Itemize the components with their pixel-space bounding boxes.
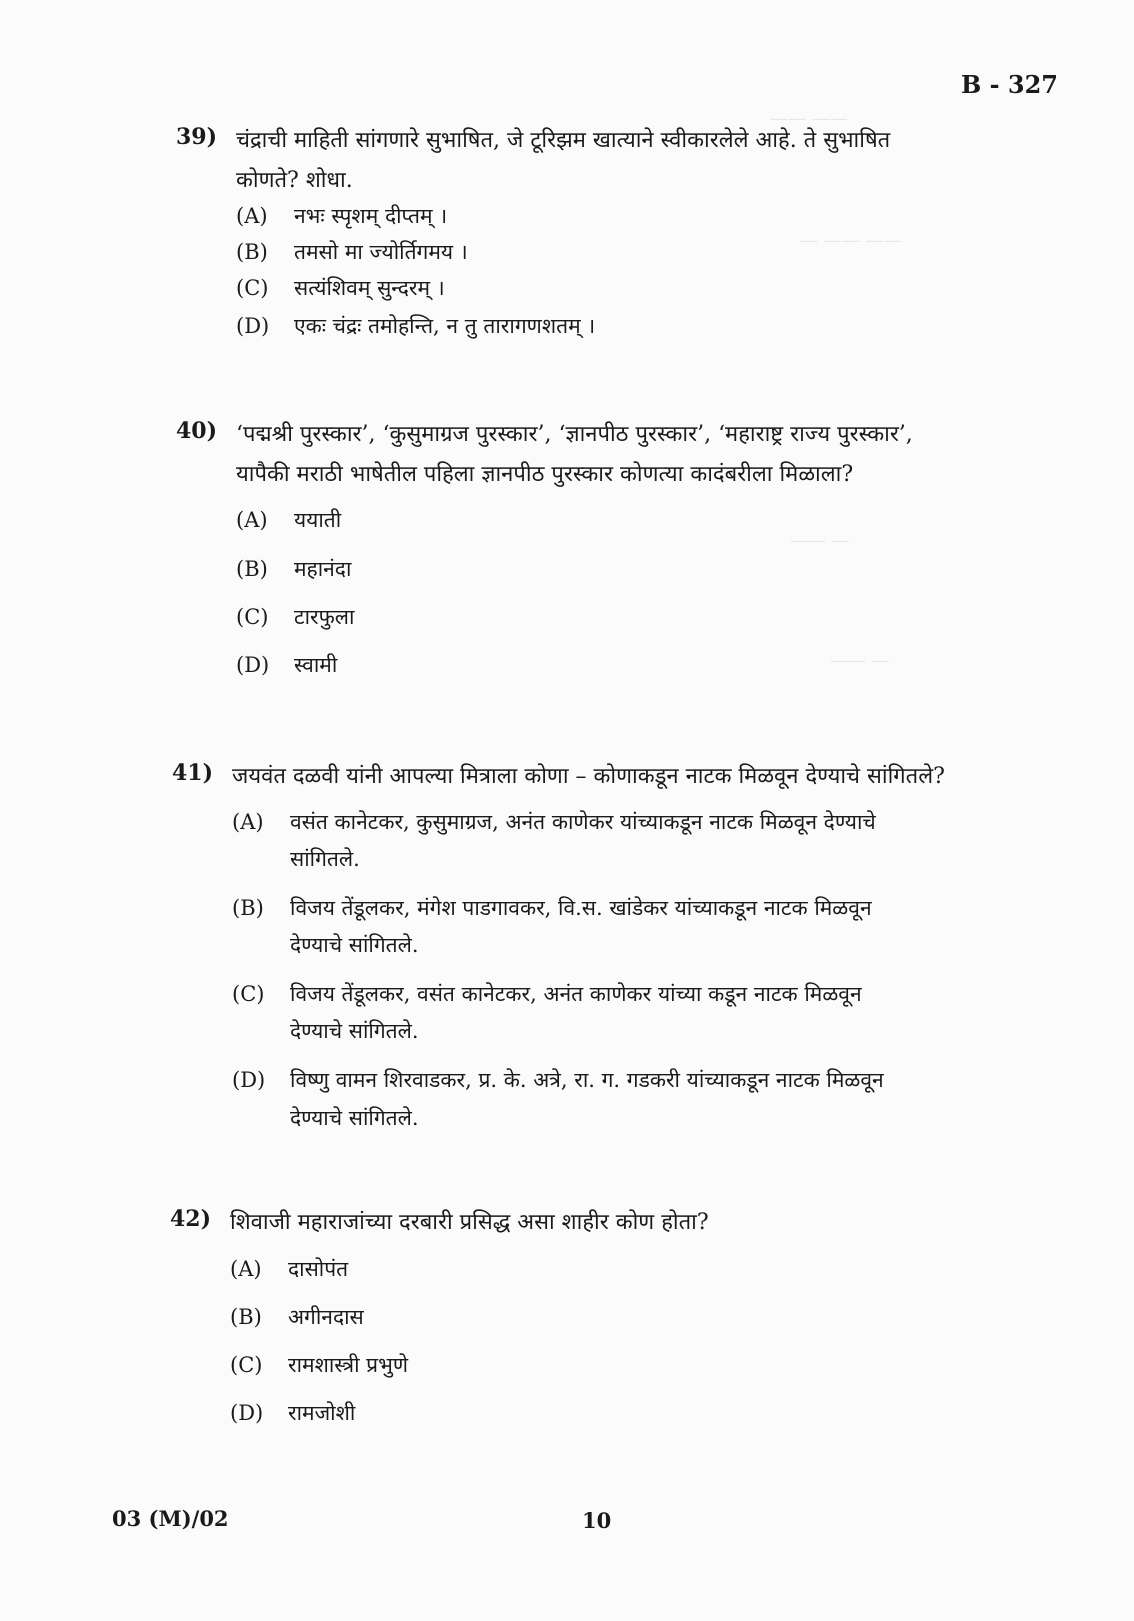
question-number: 42) [170, 1206, 212, 1232]
option-c [230, 1351, 408, 1379]
option-text: महानंदा [294, 557, 352, 581]
option-b [236, 238, 468, 266]
option-text: रामशास्त्री प्रभुणे [288, 1353, 409, 1377]
option-text: ययाती [294, 508, 342, 532]
option-label: (A) [232, 810, 264, 834]
footer-code: 03 (M)/02 [112, 1506, 229, 1531]
option-label: (C) [230, 1353, 263, 1377]
option-label: (C) [232, 982, 265, 1006]
question-text-line: चंद्राची माहिती सांगणारे सुभाषित, जे टूरिझम खात्याने स्वीकारलेले आहे. ते सुभाषित [236, 128, 891, 153]
option-text: दासोपंत [288, 1257, 349, 1281]
option-a [230, 1255, 348, 1283]
page-number: 10 [582, 1508, 612, 1533]
option-d [236, 651, 337, 679]
question-number: 41) [172, 760, 214, 786]
option-a [236, 202, 447, 230]
option-text: अगीनदास [288, 1305, 364, 1329]
option-label: (C) [236, 605, 269, 629]
option-a [236, 506, 341, 534]
option-label: (B) [236, 240, 268, 264]
option-c-continuation: देण्याचे सांगितले. [290, 1019, 419, 1043]
option-label: (D) [236, 653, 270, 677]
question-number: 40) [176, 418, 218, 444]
option-text: एकः चंद्रः तमोहन्ति, न तु तारागणशतम् । [294, 314, 596, 338]
option-d [230, 1399, 355, 1427]
question-number: 39) [176, 124, 218, 150]
option-text: तमसो मा ज्योर्तिगमय । [294, 240, 468, 264]
option-label: (D) [236, 314, 270, 338]
option-a-continuation: सांगितले. [290, 847, 360, 871]
bleed-through-text: — —— —— [800, 230, 902, 251]
option-label: (B) [236, 557, 268, 581]
paper-code: B - 327 [960, 70, 1058, 99]
option-c [236, 603, 354, 631]
bleed-through-text: —— —— [770, 108, 848, 129]
option-label: (B) [232, 896, 264, 920]
option-a [232, 808, 876, 836]
option-label: (B) [230, 1305, 262, 1329]
option-b [230, 1303, 364, 1331]
question-text-line: जयवंत दळवी यांनी आपल्या मित्राला कोणा – कोणाकडून नाटक मिळवून देण्याचे सांगितले? [232, 764, 945, 789]
option-label: (D) [230, 1401, 264, 1425]
question-text-line: कोणते? शोधा. [236, 168, 353, 193]
option-c [232, 980, 862, 1008]
option-c [236, 274, 445, 302]
option-text-line: विष्णु वामन शिरवाडकर, प्र. के. अत्रे, रा. ग. गडकरी यांच्याकडून नाटक मिळवून [290, 1068, 884, 1092]
option-d-continuation: देण्याचे सांगितले. [290, 1106, 419, 1130]
option-b-continuation: देण्याचे सांगितले. [290, 933, 419, 957]
option-text: स्वामी [294, 653, 338, 677]
option-label: (D) [232, 1068, 266, 1092]
question-text-line: यापैकी मराठी भाषेतील पहिला ज्ञानपीठ पुरस्कार कोणत्या कादंबरीला मिळाला? [236, 462, 854, 487]
option-label: (A) [236, 508, 268, 532]
option-label: (A) [236, 204, 268, 228]
option-text-line: विजय तेंडूलकर, मंगेश पाडगावकर, वि.स. खांडेकर यांच्याकडून नाटक मिळवून [290, 896, 872, 920]
option-label: (C) [236, 276, 269, 300]
question-text-line: शिवाजी महाराजांच्या दरबारी प्रसिद्ध असा शाहीर कोण होता? [230, 1210, 709, 1235]
option-text: नभः स्पृशम् दीप्तम् । [294, 204, 448, 228]
option-text-line: वसंत कानेटकर, कुसुमाग्रज, अनंत काणेकर यांच्याकडून नाटक मिळवून देण्याचे [290, 810, 876, 834]
option-d [236, 312, 595, 340]
option-text: टारफुला [294, 605, 355, 629]
bleed-through-text: —— — [830, 650, 890, 671]
option-b [236, 555, 351, 583]
option-text: रामजोशी [288, 1401, 356, 1425]
option-text-line: विजय तेंडूलकर, वसंत कानेटकर, अनंत काणेकर यांच्या कडून नाटक मिळवून [290, 982, 862, 1006]
option-label: (A) [230, 1257, 262, 1281]
option-b [232, 894, 872, 922]
bleed-through-text: —— — [790, 530, 850, 551]
question-text-line: ‘पद्मश्री पुरस्कार’, ‘कुसुमाग्रज पुरस्कार’, ‘ज्ञानपीठ पुरस्कार’, ‘महाराष्ट्र राज्य पुरस्कार’, [236, 422, 913, 447]
option-text: सत्यंशिवम् सुन्दरम् । [294, 276, 445, 300]
option-d [232, 1066, 884, 1094]
